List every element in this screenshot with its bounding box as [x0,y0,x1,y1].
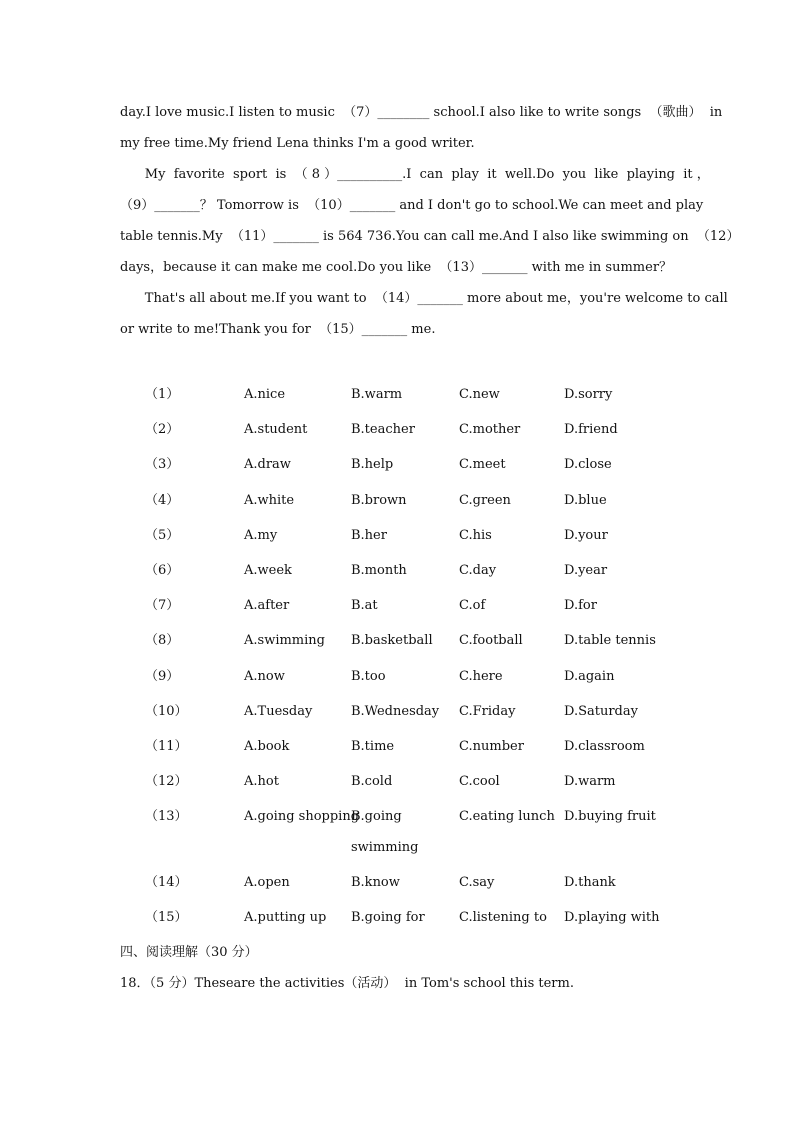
option-d: D.for [564,598,597,614]
option-row [0,661,794,696]
passage-line: （9）_______？ Tomorrow is （10）_______ and I don't go to school.We can meet and play [120,198,704,213]
option-d: D.thank [564,875,616,891]
question-number: （12） [145,774,188,790]
option-row [0,625,794,660]
option-b: B.time [351,738,395,754]
question-number: （13） [145,809,188,825]
option-c: C.eating lunch [459,809,555,825]
option-d: D.classroom [564,738,645,754]
option-d: D.blue [564,492,607,508]
question-number: （9） [145,668,180,684]
option-d: D.warm [564,774,616,790]
option-b: B.cold [351,774,393,790]
question-number: （7） [145,598,180,614]
passage-line: day.I love music.I listen to music （7）________ school.I also like to write songs （歌曲） in [120,105,723,120]
option-c: C.of [459,598,486,614]
option-a: A.swimming [244,633,325,649]
option-b: B.brown [351,492,407,508]
option-a: A.going shopping [244,809,360,825]
option-a: A.after [244,598,290,614]
option-c: C.meet [459,457,506,473]
option-c: C.mother [459,422,521,438]
option-c: C.day [459,562,497,578]
option-b: B.basketball [351,633,433,649]
passage-line: or write to me!Thank you for （15）_______ me. [120,322,436,337]
passage-line: days，because it can make me cool.Do you like （13）_______ with me in summer？ [120,260,673,275]
option-b: B.help [351,457,394,473]
option-b [351,801,418,863]
option-d: D.year [564,562,608,578]
option-c: C.say [459,875,495,891]
option-row [0,766,794,801]
option-b-line2: swimming [351,840,419,856]
option-c: C.Friday [459,703,516,719]
question-number: （14） [145,875,188,891]
option-a: A.open [244,875,290,891]
option-a: A.week [244,562,292,578]
option-row [0,379,794,414]
option-a: A.putting up [244,910,327,926]
option-c: C.number [459,738,524,754]
passage-line: My favorite sport is （ 8 ）__________.I can play it well.Do you like playing it ， [120,167,710,182]
section-heading: 四、阅读理解（30 分） [120,945,258,960]
option-d: D.sorry [564,387,613,402]
option-d: D.your [564,527,608,543]
option-d: D.Saturday [564,703,638,719]
option-c: C.here [459,668,503,684]
option-c: C.new [459,387,500,402]
option-b: B.her [351,527,387,543]
option-row [0,590,794,625]
option-b-line1: B.going [351,809,402,825]
passage-line: That's all about me.If you want to （14）_______ more about me，you're welcome to call [120,291,728,306]
question-number: （15） [145,910,188,926]
option-row [0,867,794,902]
option-b: B.going for [351,910,425,926]
passage [120,97,740,345]
option-row [0,801,794,867]
option-row [0,414,794,449]
question-number: （5） [145,527,180,543]
option-d: D.buying fruit [564,809,656,825]
option-b: B.Wednesday [351,703,440,719]
question-number: （2） [145,422,180,438]
option-b: B.know [351,875,400,891]
question-18: 18．（5 分）Theseare the activities（活动） in Tom's school this term. [120,976,574,991]
option-b: B.teacher [351,422,415,438]
option-a: A.hot [244,774,279,790]
option-a: A.nice [244,387,286,402]
question-number: （11） [145,738,188,754]
option-d: D.friend [564,422,618,438]
question-number: （10） [145,703,188,719]
option-row [0,902,794,937]
option-b: B.too [351,668,386,684]
option-a: A.white [244,492,295,508]
question-number: （8） [145,633,180,649]
option-row [0,555,794,590]
option-a: A.Tuesday [244,703,313,719]
passage-line: table tennis.My （11）_______ is 564 736.You can call me.And I also like swimming on （12） [120,229,740,244]
question-number: （1） [145,387,180,402]
option-d: D.table tennis [564,633,656,649]
question-number: （6） [145,562,180,578]
option-row [0,485,794,520]
option-a: A.draw [244,457,291,473]
option-a: A.my [244,527,278,543]
option-c: C.football [459,633,523,649]
option-d: D.playing with [564,910,660,926]
option-d: D.close [564,457,612,473]
option-b: B.month [351,562,407,578]
question-number: （4） [145,492,180,508]
option-row [0,696,794,731]
option-d: D.again [564,668,615,684]
option-a: A.student [244,422,308,438]
option-row [0,731,794,766]
option-b: B.at [351,598,378,614]
option-c: C.cool [459,774,500,790]
question-number: （3） [145,457,180,473]
options-table [0,379,794,938]
option-b: B.warm [351,387,403,402]
option-a: A.now [244,668,285,684]
option-c: C.green [459,492,511,508]
passage-line: my free time.My friend Lena thinks I'm a good writer. [120,136,475,151]
option-row [0,449,794,484]
option-c: C.listening to [459,910,547,926]
option-row [0,520,794,555]
option-c: C.his [459,527,492,543]
option-a: A.book [244,738,290,754]
